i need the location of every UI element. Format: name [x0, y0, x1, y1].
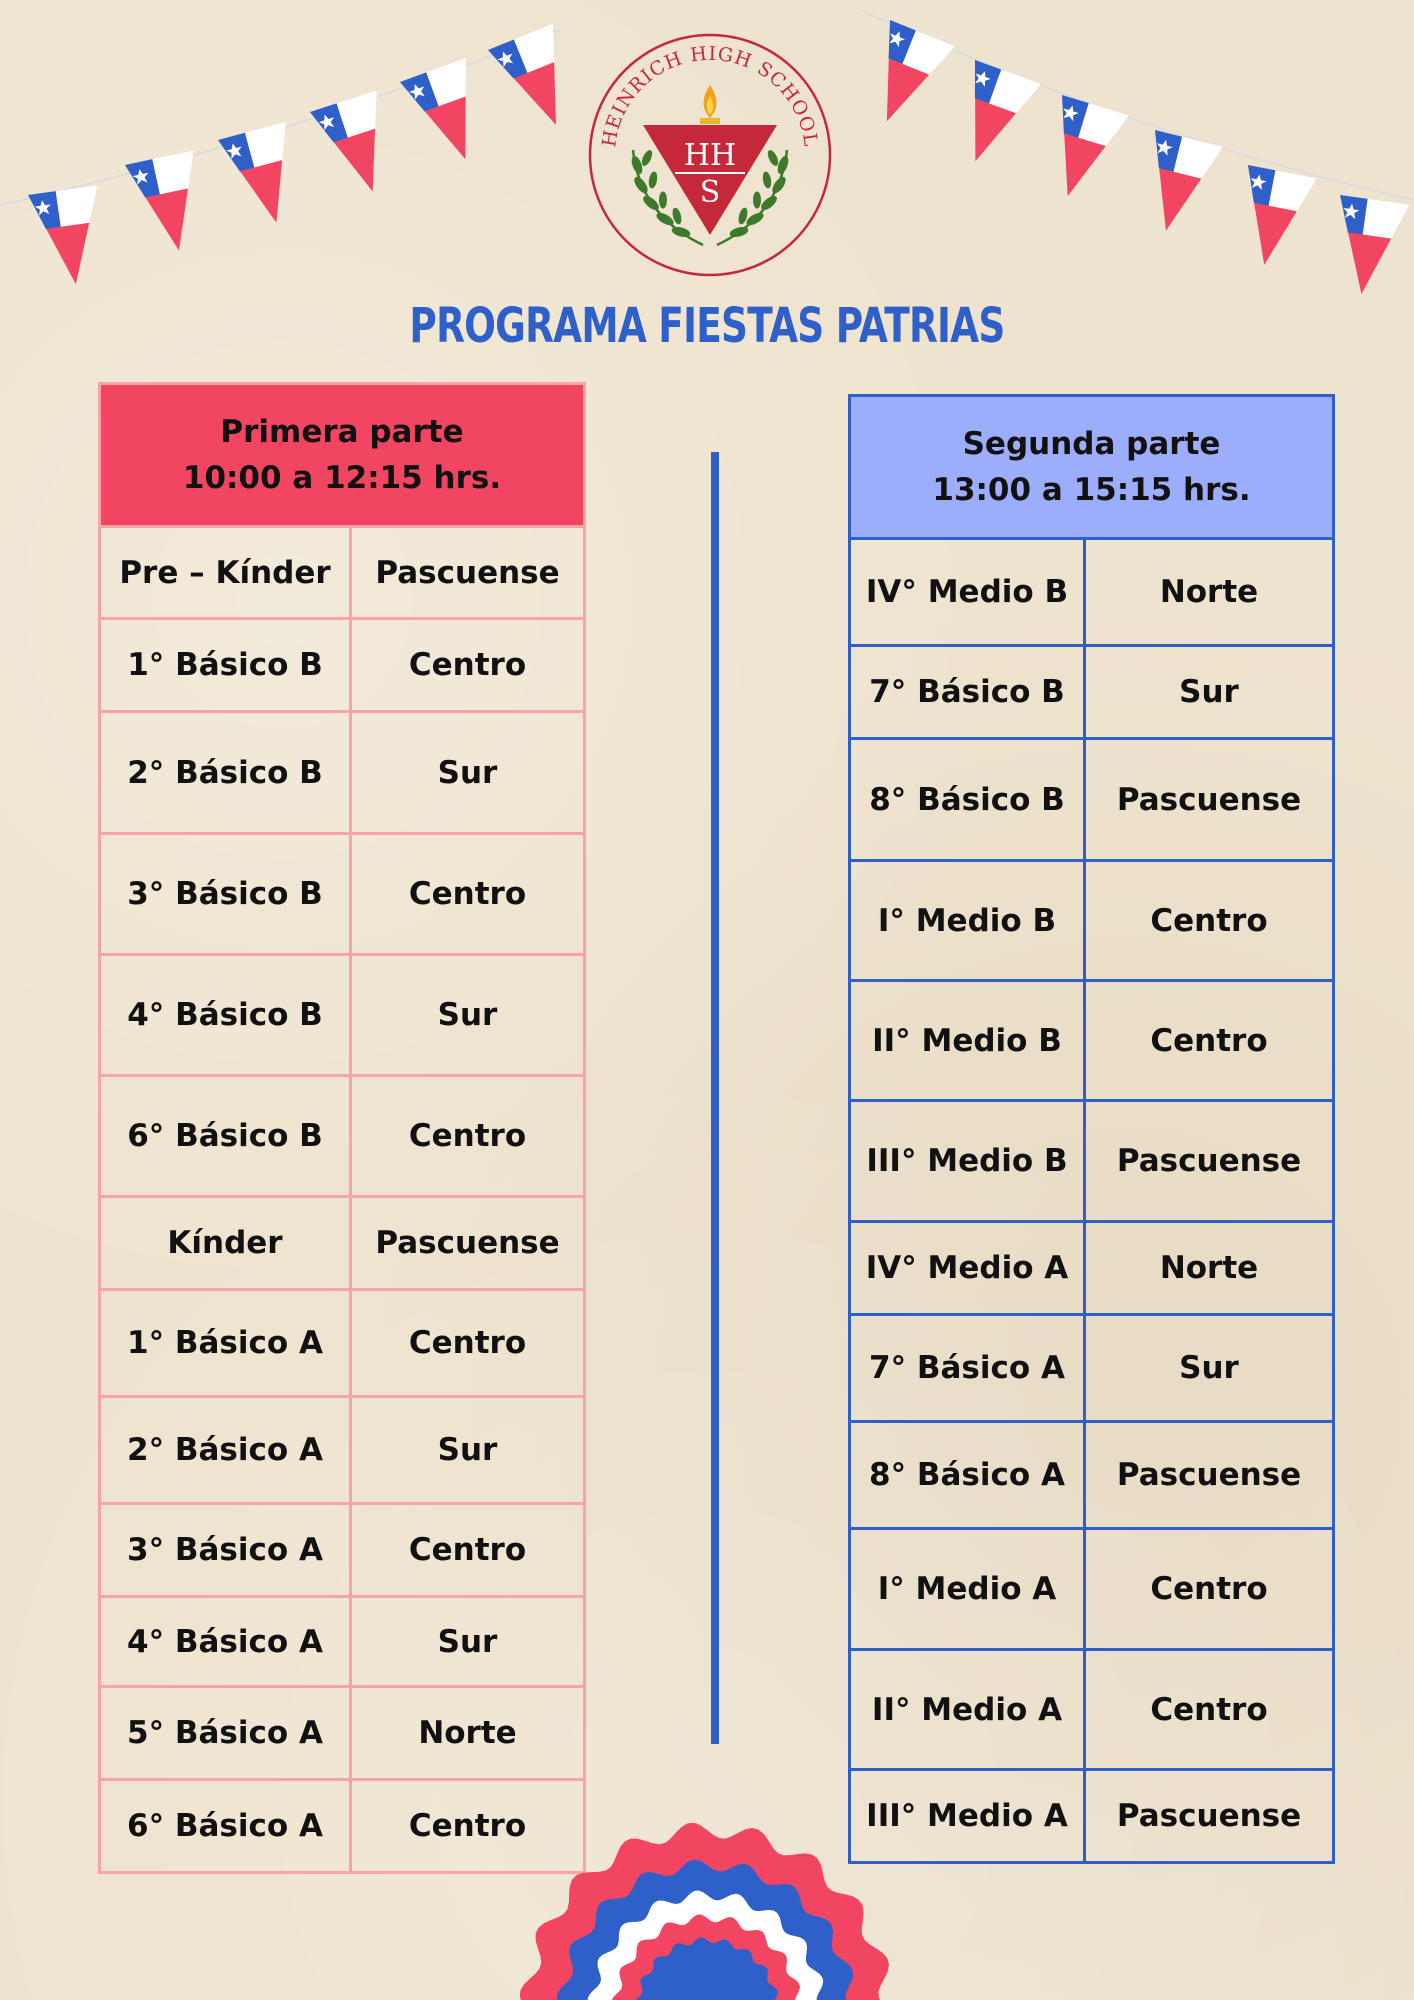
primera-zone-cell: Sur: [351, 712, 585, 834]
segunda-course-cell: I° Medio B: [850, 861, 1085, 981]
primera-zone-cell: Centro: [351, 834, 585, 955]
primera-course-cell: Kínder: [100, 1197, 351, 1290]
primera-header-time: 10:00 a 12:15 hrs.: [182, 460, 502, 496]
primera-course-cell: 1° Básico A: [100, 1290, 351, 1397]
primera-zone-cell: Pascuense: [351, 1197, 585, 1290]
primera-course-cell: 5° Básico A: [100, 1687, 351, 1780]
segunda-zone-cell: Pascuense: [1085, 739, 1334, 861]
chilean-flag-pennant-icon: [310, 90, 406, 202]
school-name: HEINRICH HIGH SCHOOL: [598, 42, 822, 149]
primera-zone-cell: Pascuense: [351, 527, 585, 619]
primera-table-row: [100, 1076, 585, 1197]
chilean-flag-pennant-icon: [488, 24, 588, 138]
primera-zone-cell: Centro: [351, 1780, 585, 1873]
chilean-flag-pennant-icon: [28, 185, 111, 289]
segunda-course-cell: IV° Medio B: [850, 539, 1085, 646]
segunda-table-row: [850, 646, 1334, 739]
primera-zone-cell: Centro: [351, 619, 585, 712]
primera-header-title: Primera parte: [220, 414, 464, 450]
segunda-course-cell: 7° Básico B: [850, 646, 1085, 739]
segunda-zone-cell: Pascuense: [1085, 1101, 1334, 1222]
segunda-course-cell: I° Medio A: [850, 1529, 1085, 1650]
chilean-flag-pennant-icon: [218, 122, 310, 232]
center-divider: [711, 452, 719, 1744]
segunda-zone-cell: Centro: [1085, 1529, 1334, 1650]
segunda-table-row: [850, 1650, 1334, 1770]
chilean-flag-pennant-icon: [854, 20, 954, 134]
segunda-zone-cell: Centro: [1085, 861, 1334, 981]
segunda-header-title: Segunda parte: [962, 426, 1221, 462]
primera-parte-table: [98, 382, 586, 1874]
primera-header-row: [100, 384, 585, 527]
primera-zone-cell: Sur: [351, 955, 585, 1076]
segunda-parte-table: [848, 394, 1335, 1864]
segunda-zone-cell: Centro: [1085, 981, 1334, 1101]
chilean-flag-pennant-icon: [1327, 195, 1410, 299]
primera-course-cell: 2° Básico B: [100, 712, 351, 834]
primera-table-row: [100, 712, 585, 834]
segunda-zone-cell: Pascuense: [1085, 1422, 1334, 1529]
segunda-course-cell: III° Medio A: [850, 1770, 1085, 1863]
segunda-table-row: [850, 981, 1334, 1101]
segunda-table-row: [850, 539, 1334, 646]
segunda-table-row: [850, 861, 1334, 981]
page-title: PROGRAMA FIESTAS PATRIAS: [409, 298, 1005, 354]
segunda-table-row: [850, 1422, 1334, 1529]
segunda-zone-cell: Norte: [1085, 539, 1334, 646]
primera-table-row: [100, 1687, 585, 1780]
primera-zone-cell: Norte: [351, 1687, 585, 1780]
primera-course-cell: 1° Básico B: [100, 619, 351, 712]
segunda-table-row: [850, 739, 1334, 861]
segunda-zone-cell: Sur: [1085, 646, 1334, 739]
primera-course-cell: 4° Básico A: [100, 1597, 351, 1687]
segunda-header-row: [850, 396, 1334, 539]
segunda-course-cell: 8° Básico A: [850, 1422, 1085, 1529]
chilean-flag-pennant-icon: [1132, 130, 1223, 239]
primera-table-row: [100, 1397, 585, 1504]
primera-table-row: [100, 1197, 585, 1290]
primera-header: [100, 384, 585, 527]
primera-table-row: [100, 1780, 585, 1873]
primera-course-cell: 6° Básico B: [100, 1076, 351, 1197]
chilean-flag-pennant-icon: [400, 58, 498, 171]
primera-course-cell: 6° Básico A: [100, 1780, 351, 1873]
primera-course-cell: 3° Básico A: [100, 1504, 351, 1597]
tricolor-rosette-icon: [520, 1815, 894, 2000]
primera-course-cell: 2° Básico A: [100, 1397, 351, 1504]
school-crest-icon: [585, 30, 835, 280]
segunda-zone-cell: Centro: [1085, 1650, 1334, 1770]
primera-course-cell: 4° Básico B: [100, 955, 351, 1076]
primera-table-row: [100, 955, 585, 1076]
primera-zone-cell: Sur: [351, 1397, 585, 1504]
segunda-header: [850, 396, 1334, 539]
primera-course-cell: Pre – Kínder: [100, 527, 351, 619]
chilean-flag-pennant-icon: [1230, 165, 1317, 272]
primera-table-row: [100, 1504, 585, 1597]
primera-table-row: [100, 619, 585, 712]
segunda-course-cell: IV° Medio A: [850, 1222, 1085, 1315]
primera-table-row: [100, 834, 585, 955]
segunda-table-row: [850, 1222, 1334, 1315]
primera-zone-cell: Centro: [351, 1076, 585, 1197]
segunda-table-row: [850, 1529, 1334, 1650]
primera-table-row: [100, 1290, 585, 1397]
chilean-flag-pennant-icon: [943, 60, 1041, 173]
primera-course-cell: 3° Básico B: [100, 834, 351, 955]
segunda-zone-cell: Pascuense: [1085, 1770, 1334, 1863]
segunda-course-cell: 8° Básico B: [850, 739, 1085, 861]
segunda-table-row: [850, 1770, 1334, 1863]
monogram-top: HH: [683, 138, 737, 173]
segunda-course-cell: II° Medio A: [850, 1650, 1085, 1770]
primera-table-row: [100, 527, 585, 619]
chilean-flag-pennant-icon: [1034, 95, 1129, 206]
segunda-header-time: 13:00 a 15:15 hrs.: [932, 472, 1251, 508]
segunda-course-cell: II° Medio B: [850, 981, 1085, 1101]
segunda-table-row: [850, 1101, 1334, 1222]
segunda-course-cell: 7° Básico A: [850, 1315, 1085, 1422]
primera-zone-cell: Centro: [351, 1504, 585, 1597]
segunda-zone-cell: Sur: [1085, 1315, 1334, 1422]
monogram-bottom: S: [699, 175, 721, 210]
segunda-table-row: [850, 1315, 1334, 1422]
primera-zone-cell: Centro: [351, 1290, 585, 1397]
primera-table-row: [100, 1597, 585, 1687]
chilean-flag-pennant-icon: [125, 150, 213, 257]
primera-zone-cell: Sur: [351, 1597, 585, 1687]
segunda-course-cell: III° Medio B: [850, 1101, 1085, 1222]
segunda-zone-cell: Norte: [1085, 1222, 1334, 1315]
